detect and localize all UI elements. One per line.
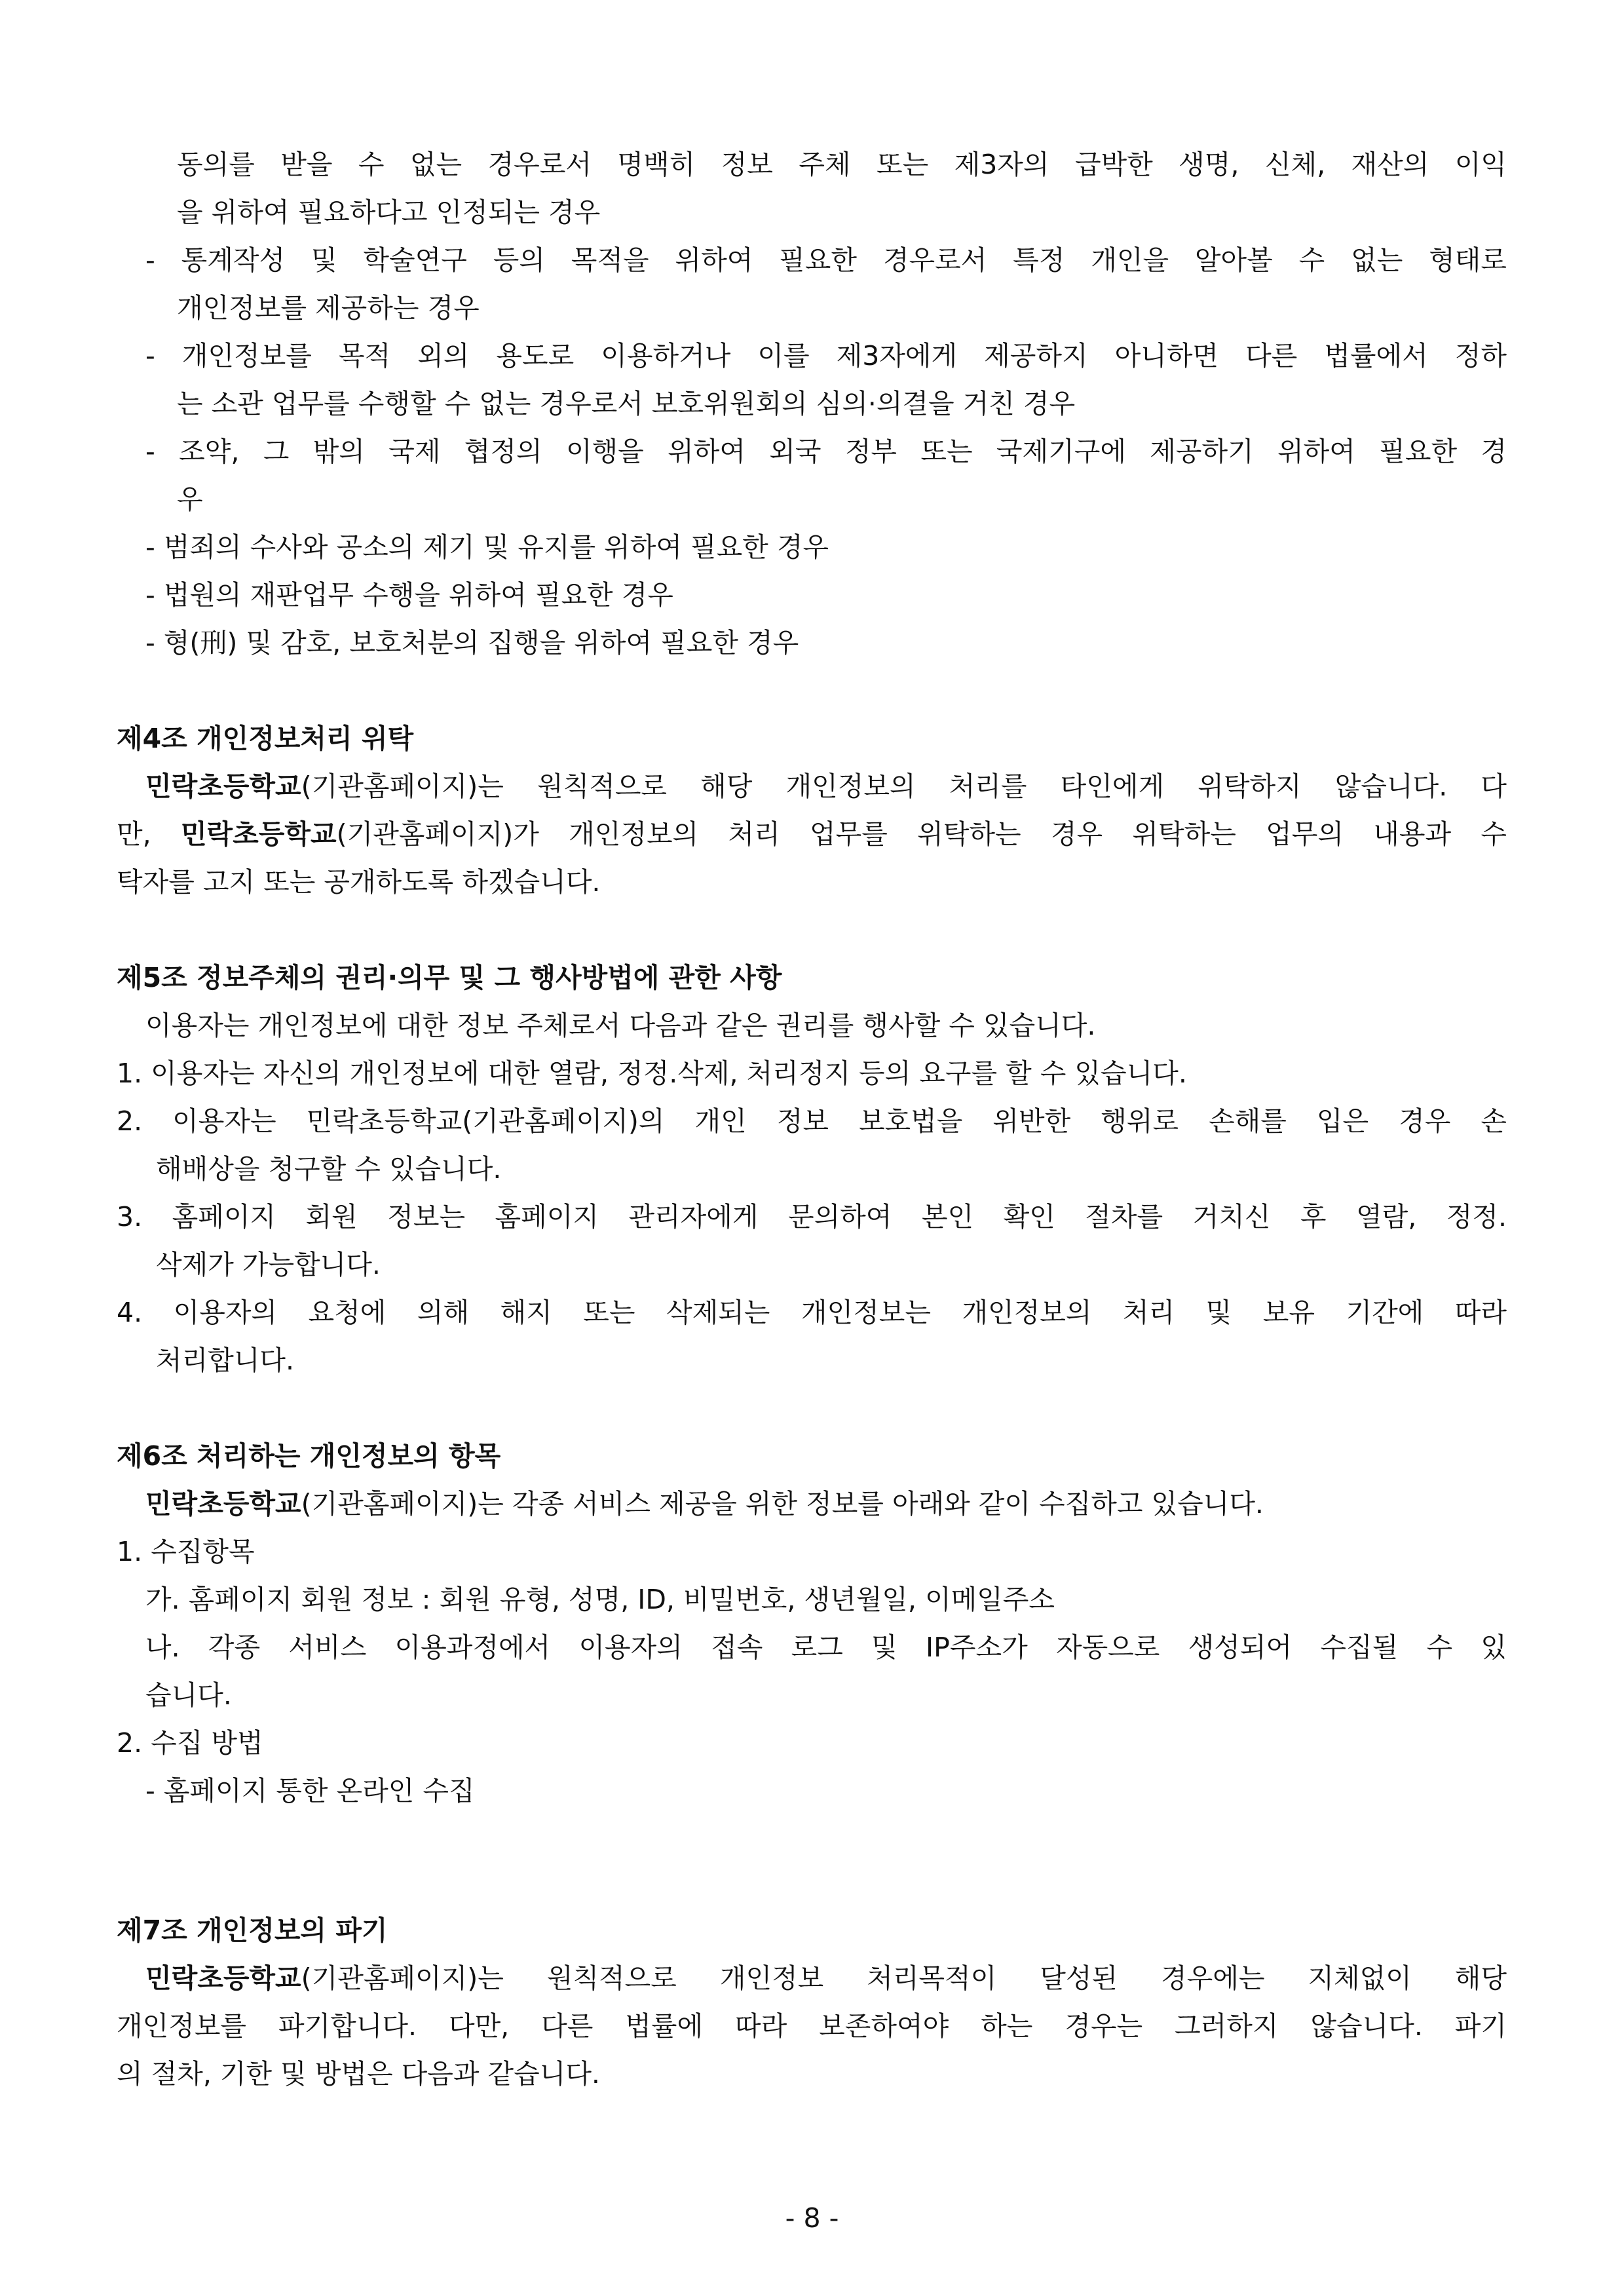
sub-item-continued: 습니다. [145,1679,232,1711]
sub-item: - 홈페이지 통한 온라인 수집 [145,1775,475,1807]
numbered-item: 2. 이용자는 민락초등학교(기관홈페이지)의 개인 정보 보호법을 위반한 행위로 손해를 입은 경우 손 [117,1105,1507,1137]
school-name: 민락초등학교 [145,1962,301,1994]
list-item-continued: 우 [177,484,203,515]
sub-item: 나. 각종 서비스 이용과정에서 이용자의 접속 로그 및 IP주소가 자동으로 생성되어 수집될 수 있 [145,1632,1507,1663]
section-heading: 제6조 처리하는 개인정보의 항목 [117,1440,501,1472]
section-heading: 제5조 정보주체의 권리·의무 및 그 행사방법에 관한 사항 [117,962,782,993]
numbered-item-continued: 처리합니다. [156,1345,295,1376]
paragraph-line: 탁자를 고지 또는 공개하도록 하겠습니다. [117,866,601,898]
school-name: 민락초등학교 [145,771,301,802]
paragraph-line: 을 위하여 필요하다고 인정되는 경우 [177,197,601,228]
paragraph-line: 개인정보를 파기합니다. 다만, 다른 법률에 따라 보존하여야 하는 경우는 그러하지 않습니다. 파기 [117,2010,1507,2042]
list-item: - 법원의 재판업무 수행을 위하여 필요한 경우 [145,579,673,611]
list-item-continued: 는 소관 업무를 수행할 수 없는 경우로서 보호위원회의 심의·의결을 거친 경우 [177,388,1076,419]
numbered-item: 1. 수집항목 [117,1536,255,1567]
paragraph-line: 민락초등학교(기관홈페이지)는 원칙적으로 해당 개인정보의 처리를 타인에게 위탁하지 않습니다. 다 [145,771,1507,802]
paragraph-line: 의 절차, 기한 및 방법은 다음과 같습니다. [117,2058,600,2090]
numbered-item: 1. 이용자는 자신의 개인정보에 대한 열람, 정정.삭제, 처리정지 등의 요구를 할 수 있습니다. [117,1058,1187,1089]
numbered-item-continued: 삭제가 가능합니다. [156,1249,381,1280]
school-name: 민락초등학교 [180,818,337,850]
list-item: - 형(刑) 및 감호, 보호처분의 집행을 위하여 필요한 경우 [145,627,799,659]
list-item: - 통계작성 및 학술연구 등의 목적을 위하여 필요한 경우로서 특정 개인을 알아볼 수 없는 형태로 [145,244,1507,276]
list-item: - 조약, 그 밖의 국제 협정의 이행을 위하여 외국 정부 또는 국제기구에 제공하기 위하여 필요한 경 [145,436,1507,467]
numbered-item-continued: 해배상을 청구할 수 있습니다. [156,1153,502,1185]
paragraph-line: 민락초등학교(기관홈페이지)는 각종 서비스 제공을 위한 정보를 아래와 같이 수집하고 있습니다. [145,1488,1264,1520]
school-name: 민락초등학교 [145,1488,301,1520]
numbered-item: 4. 이용자의 요청에 의해 해지 또는 삭제되는 개인정보는 개인정보의 처리 및 보유 기간에 따라 [117,1297,1507,1328]
section-heading: 제7조 개인정보의 파기 [117,1915,388,1946]
sub-item: 가. 홈페이지 회원 정보 : 회원 유형, 성명, ID, 비밀번호, 생년월일, 이메일주소 [145,1584,1055,1615]
paragraph-line: 이용자는 개인정보에 대한 정보 주체로서 다음과 같은 권리를 행사할 수 있습니다. [145,1010,1096,1041]
list-item-continued: 개인정보를 제공하는 경우 [177,292,480,324]
paragraph-line: 만, 민락초등학교(기관홈페이지)가 개인정보의 처리 업무를 위탁하는 경우 위탁하는 업무의 내용과 수 [117,818,1507,850]
numbered-item: 2. 수집 방법 [117,1727,263,1759]
paragraph-line: 동의를 받을 수 없는 경우로서 명백히 정보 주체 또는 제3자의 급박한 생명, 신체, 재산의 이익 [177,149,1507,180]
numbered-item: 3. 홈페이지 회원 정보는 홈페이지 관리자에게 문의하여 본인 확인 절차를 거치신 후 열람, 정정. [117,1201,1507,1233]
paragraph-line: 민락초등학교(기관홈페이지)는 원칙적으로 개인정보 처리목적이 달성된 경우에는 지체없이 해당 [145,1962,1507,1994]
page-number: - 8 - [785,2202,839,2234]
section-heading: 제4조 개인정보처리 위탁 [117,723,414,754]
list-item: - 범죄의 수사와 공소의 제기 및 유지를 위하여 필요한 경우 [145,531,829,563]
list-item: - 개인정보를 목적 외의 용도로 이용하거나 이를 제3자에게 제공하지 아니하면 다른 법률에서 정하 [145,340,1507,372]
